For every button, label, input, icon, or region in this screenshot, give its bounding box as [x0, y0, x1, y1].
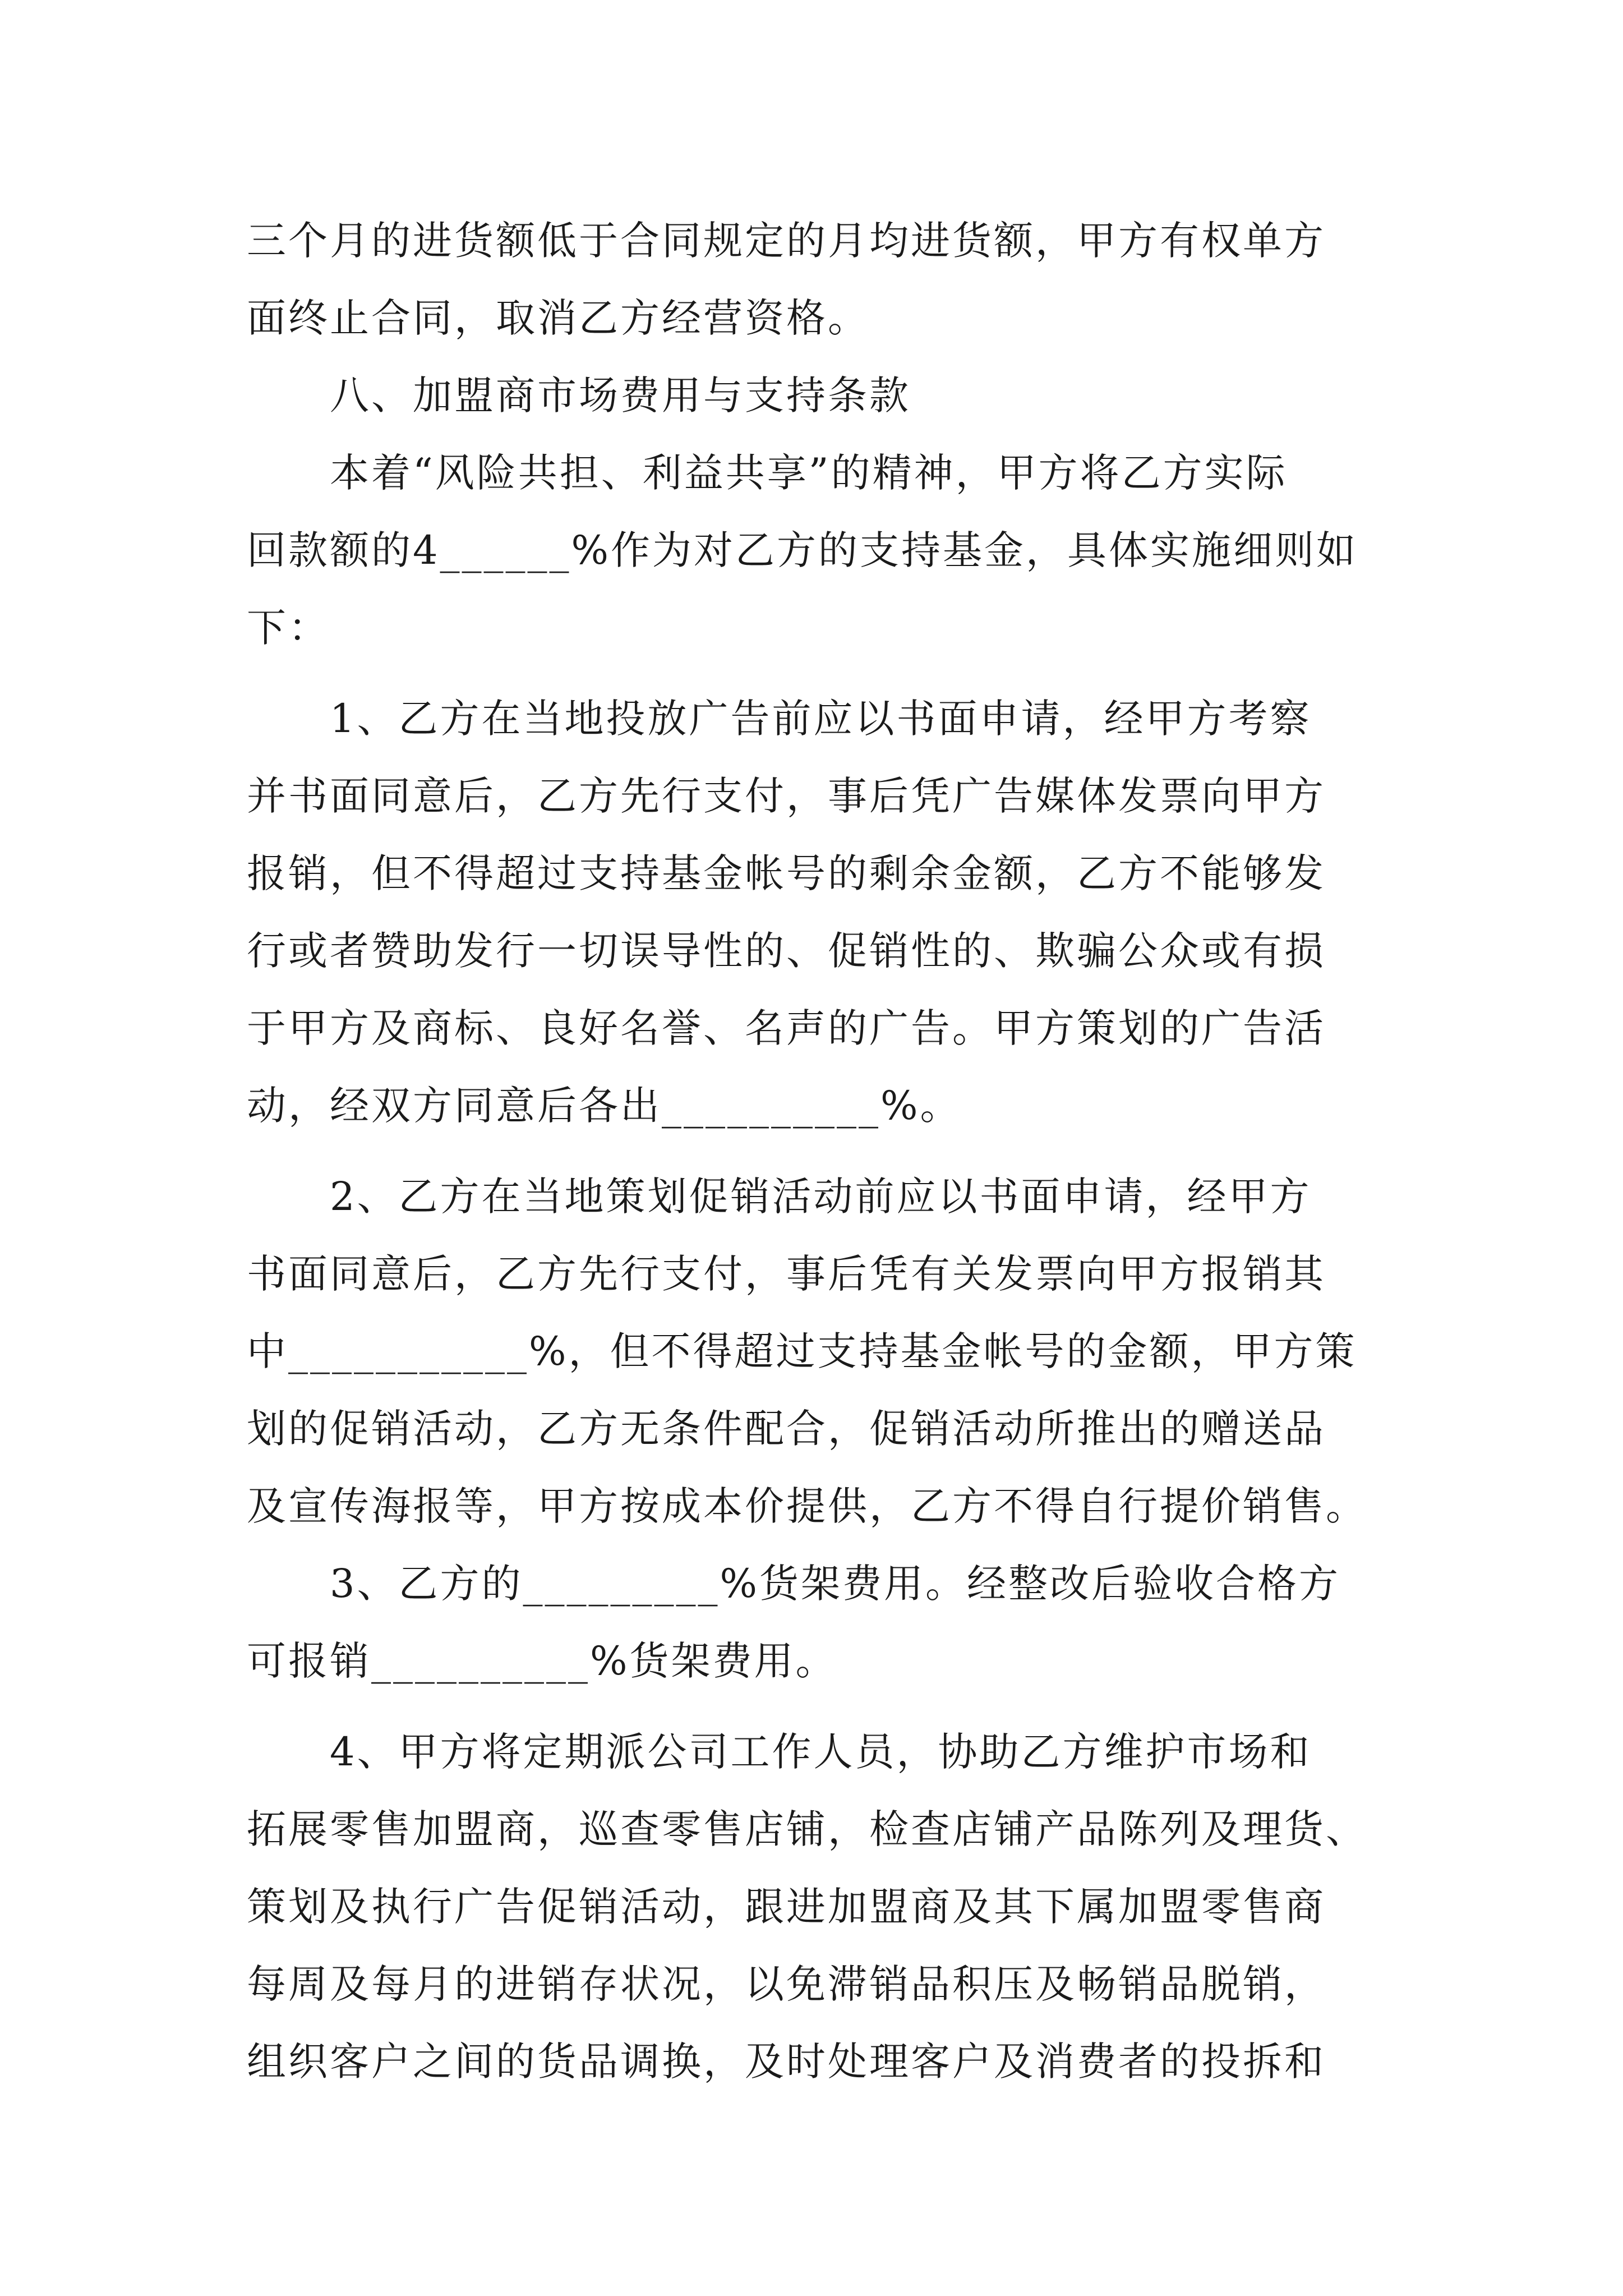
paragraph-line: 策划及执行广告促销活动，跟进加盟商及其下属加盟零售商 [247, 1884, 1326, 1930]
paragraph-line: 下： [247, 605, 330, 651]
paragraph-line: 于甲方及商标、良好名誉、名声的广告。甲方策划的广告活 [247, 1005, 1326, 1051]
document-page [247, 202, 1391, 2100]
paragraph-line: 每周及每月的进销存状况，以免滞销品积压及畅销品脱销， [247, 1961, 1326, 2007]
list-item-3-line: 3、乙方的_________%货架费用。经整改后验收合格方 [330, 1561, 1341, 1607]
paragraph-line: 面终止合同，取消乙方经营资格。 [247, 295, 869, 341]
section-heading: 八、加盟商市场费用与支持条款 [330, 372, 911, 418]
paragraph-line: 本着“风险共担、利益共享”的精神，甲方将乙方实际 [330, 450, 1288, 496]
paragraph-line: 书面同意后，乙方先行支付，事后凭有关发票向甲方报销其 [247, 1251, 1326, 1297]
paragraph-line: 并书面同意后，乙方先行支付，事后凭广告媒体发票向甲方 [247, 773, 1326, 819]
list-item-2-line: 2、乙方在当地策划促销活动前应以书面申请，经甲方 [330, 1174, 1312, 1220]
paragraph-line: 行或者赞助发行一切误导性的、促销性的、欺骗公众或有损 [247, 928, 1326, 974]
list-item-4-line: 4、甲方将定期派公司工作人员，协助乙方维护市场和 [330, 1729, 1312, 1775]
list-item-1-line: 1、乙方在当地投放广告前应以书面申请，经甲方考察 [330, 696, 1312, 742]
paragraph-line: 报销，但不得超过支持基金帐号的剩余金额，乙方不能够发 [247, 850, 1326, 896]
paragraph-line: 动，经双方同意后各出__________%。 [247, 1083, 962, 1129]
paragraph-line: 三个月的进货额低于合同规定的月均进货额，甲方有权单方 [247, 218, 1326, 264]
paragraph-line: 拓展零售加盟商，巡查零售店铺，检查店铺产品陈列及理货、 [247, 1806, 1367, 1852]
paragraph-line: 及宣传海报等，甲方按成本价提供，乙方不得自行提价销售。 [247, 1483, 1367, 1529]
paragraph-line: 中___________%，但不得超过支持基金帐号的金额，甲方策 [247, 1328, 1357, 1374]
paragraph-line: 回款额的4______%作为对乙方的支持基金，具体实施细则如 [247, 527, 1358, 573]
paragraph-line: 可报销__________%货架费用。 [247, 1638, 837, 1684]
paragraph-line: 组织客户之间的货品调换，及时处理客户及消费者的投拆和 [247, 2039, 1326, 2085]
paragraph-line: 划的促销活动，乙方无条件配合，促销活动所推出的赠送品 [247, 1406, 1326, 1452]
